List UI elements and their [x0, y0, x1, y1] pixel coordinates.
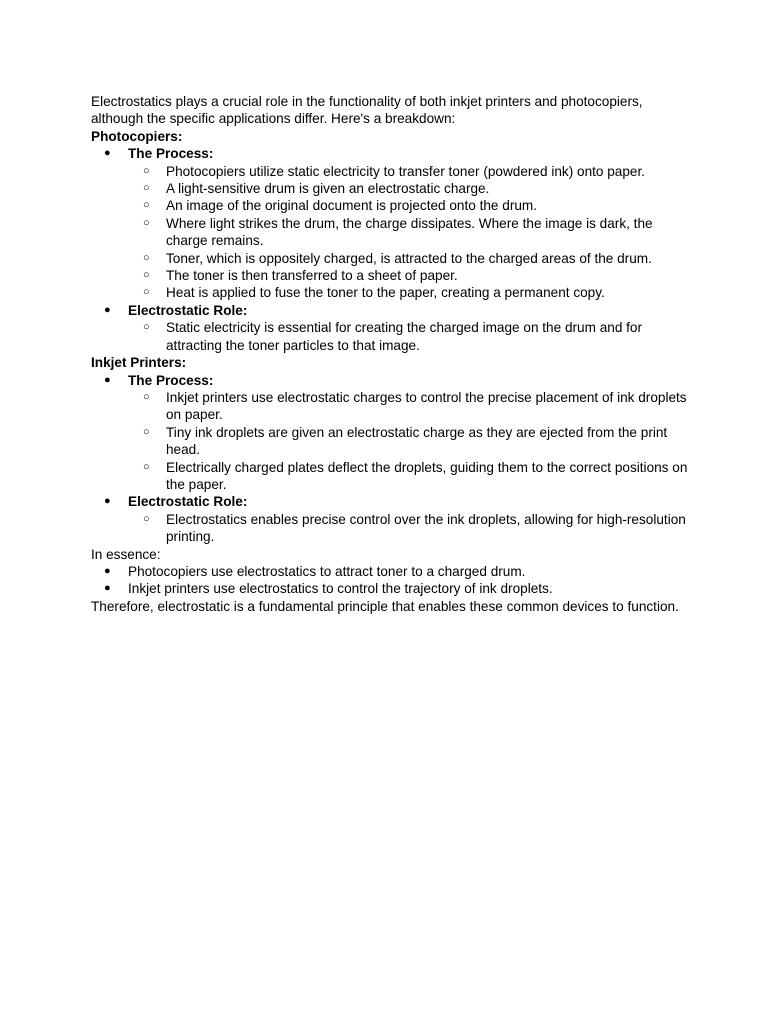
list-item-text: The toner is then transferred to a sheet of paper. [166, 268, 458, 284]
list-item-text: Electrostatics enables precise control over the ink droplets, allowing for high-resolution printing. [166, 511, 686, 545]
list-item [91, 250, 691, 267]
list-item [91, 267, 691, 284]
list-item [91, 493, 691, 545]
list-item-text: Tiny ink droplets are given an electrostatic charge as they are ejected from the print head. [166, 424, 668, 458]
list-item-text: Static electricity is essential for creating the charged image on the drum and for attracting the toner particles to that image. [166, 320, 643, 353]
bullet-marker: ● [104, 582, 111, 595]
circle-marker: ○ [143, 269, 150, 282]
list-item [91, 180, 691, 197]
intro-paragraph: Electrostatics plays a crucial role in the functionality of both inkjet printers and photocopiers, although the specific applications differ. Here's a breakdown: [91, 94, 643, 127]
list-item [91, 459, 691, 494]
list-item-text: Where light strikes the drum, the charge dissipates. Where the image is dark, the charge remains. [166, 215, 653, 249]
list-item [91, 511, 691, 546]
photocopiers-process-list [128, 163, 691, 302]
list-item [91, 302, 691, 354]
list-item [91, 580, 691, 597]
document-page [91, 93, 691, 615]
list-item-text: A light-sensitive drum is given an electrostatic charge. [166, 181, 490, 197]
section-heading-inkjet: Inkjet Printers: [91, 355, 187, 371]
list-item [91, 563, 691, 580]
list-item-text: Inkjet printers use electrostatics to control the trajectory of ink droplets. [128, 581, 553, 597]
circle-marker: ○ [143, 182, 150, 195]
list-item [91, 372, 691, 494]
bullet-marker: ● [104, 373, 111, 386]
process-label: The Process: [128, 372, 214, 388]
circle-marker: ○ [143, 425, 150, 438]
essence-heading: In essence: [91, 546, 161, 562]
circle-marker: ○ [143, 164, 150, 177]
list-item [91, 197, 691, 214]
list-item [91, 163, 691, 180]
list-item [91, 284, 691, 301]
circle-marker: ○ [143, 390, 150, 403]
list-item-text: Photocopiers use electrostatics to attract toner to a charged drum. [128, 563, 526, 579]
list-item-text: Electrically charged plates deflect the droplets, guiding them to the correct positions on the paper. [166, 459, 688, 492]
process-label: The Process: [128, 146, 214, 162]
photocopiers-list [91, 145, 691, 354]
list-item [91, 319, 691, 354]
list-item-text: An image of the original document is projected onto the drum. [166, 198, 538, 214]
list-item-text: Inkjet printers use electrostatic charges to control the precise placement of ink droplets on paper. [166, 389, 687, 423]
inkjet-list [91, 372, 691, 546]
list-item-text: Photocopiers utilize static electricity to transfer toner (powdered ink) onto paper. [166, 163, 646, 179]
list-item-text: Toner, which is oppositely charged, is attracted to the charged areas of the drum. [166, 250, 652, 266]
circle-marker: ○ [143, 251, 150, 264]
conclusion-paragraph: Therefore, electrostatic is a fundamental principle that enables these common devices to function. [91, 598, 679, 614]
circle-marker: ○ [143, 286, 150, 299]
list-item [91, 145, 691, 302]
circle-marker: ○ [143, 460, 150, 473]
circle-marker: ○ [143, 216, 150, 229]
circle-marker: ○ [143, 199, 150, 212]
role-label: Electrostatic Role: [128, 302, 248, 318]
bullet-marker: ● [104, 303, 111, 316]
bullet-marker: ● [104, 495, 111, 508]
inkjet-role-list [128, 511, 691, 546]
circle-marker: ○ [143, 512, 150, 525]
bullet-marker: ● [104, 564, 111, 577]
list-item [91, 215, 691, 250]
inkjet-process-list [128, 389, 691, 493]
list-item [91, 424, 691, 459]
list-item-text: Heat is applied to fuse the toner to the paper, creating a permanent copy. [166, 285, 605, 301]
photocopiers-role-list [128, 319, 691, 354]
essence-list [91, 563, 691, 598]
section-heading-photocopiers: Photocopiers: [91, 128, 183, 144]
bullet-marker: ● [104, 147, 111, 160]
circle-marker: ○ [143, 321, 150, 334]
list-item [91, 389, 691, 424]
role-label: Electrostatic Role: [128, 494, 248, 510]
